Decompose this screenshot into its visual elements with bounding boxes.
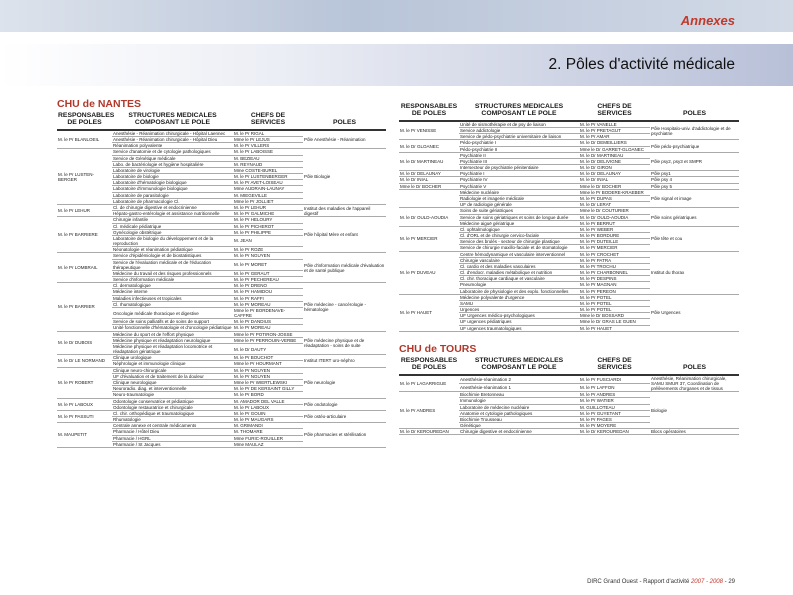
col-chefs: CHEFS DE SERVICES	[597, 103, 632, 118]
chef-cell: M. le Pr DANDIUS	[234, 319, 272, 325]
tours-title: CHU de TOURS	[399, 342, 477, 355]
structure-cell: UF d'évaluation et de traitement de la douleur	[113, 373, 204, 379]
chef-cell: M. le Pr BOUCHOT	[234, 355, 274, 361]
structure-cell: Centrale annexe et centrale médicaments	[113, 423, 197, 429]
chef-cell: M. le Pr MAUGARS	[234, 417, 274, 423]
responsable-cell: M. le Dr MARTINEAU	[400, 158, 444, 164]
structure-cell: Cl. de chirurgie digestive et endocrinienne	[113, 205, 197, 210]
structure-cell: Cl. médicale pédiatrique	[113, 223, 162, 229]
col-poles: POLES	[682, 110, 707, 118]
pole-cell: Institut des maladies de l'appareil digestif	[304, 205, 371, 216]
chef-cell: M. le Pr PICHEROT	[234, 223, 275, 229]
structure-cell: Service de soins palliatifs et de soins de support	[113, 319, 210, 325]
structure-cell: Laboratoire de pharmacologie Cl.	[113, 198, 180, 204]
chef-cell: M. THOMARE	[234, 429, 263, 435]
chef-cell: Mme AUDRAIN-LAUNAY	[234, 186, 285, 192]
structure-cell: Centre hémodynamique et vasculaire interventionnel	[460, 251, 566, 257]
responsable-cell: M. le Pr LUSTEN-BERGER	[58, 171, 95, 182]
pole-cell: Institut ITERT uro-néphro	[304, 358, 355, 364]
pole-cell: Pôle Biologie	[304, 174, 331, 180]
chef-cell: M. le Pr BERRUT	[580, 220, 616, 226]
structure-cell: Service des brulés - secteur de chirurgie plastique	[460, 239, 560, 245]
col-poles: POLES	[332, 119, 357, 127]
chef-cell: M. le Pr GUYETANT	[580, 410, 621, 416]
nantes-cont-table	[399, 103, 739, 332]
structure-cell: Chirurgie digestive et endocrinienne	[460, 429, 532, 435]
chef-cell: Mme le Dr COUTURIER	[580, 208, 629, 214]
chef-cell: M. le Pr DUTEILLE	[580, 239, 619, 245]
structure-cell: Médecine du sport et de l'effort physique	[113, 331, 194, 337]
chef-cell: Mme le Pr LEJUS	[234, 137, 270, 143]
structure-cell: Cl. rhumatologique	[113, 301, 151, 307]
table-row	[57, 130, 386, 137]
structure-cell: Intersecteur de psychiatrie pénitentiaire	[460, 165, 539, 171]
responsable-cell: M. le Dr KEROUREDAN	[400, 429, 449, 435]
chef-cell: M. le Pr DESPINS	[580, 276, 617, 282]
table-row	[399, 121, 739, 128]
chef-cell: M. le Pr POTEL	[580, 294, 612, 300]
chef-cell: Mme COSTE-BUREL	[234, 167, 278, 173]
chef-cell: M. le Pr PECHEREAU	[234, 277, 279, 283]
structure-cell: Laboratoire de médecine nucléaire	[460, 404, 530, 410]
chef-cell: M. le Pr RIGAL	[234, 130, 265, 136]
responsable-cell: M. le Pr DUVEAU	[400, 270, 436, 276]
pole-cell: Blocs opératoires	[651, 429, 686, 435]
structure-cell: Service de l'évaluation médicale et de l'éducation thérapeutique	[113, 259, 212, 270]
responsable-cell: M. le Pr MERCIER	[400, 236, 438, 242]
pole-cell: Pôle psy1	[651, 171, 671, 177]
responsable-cell: M. le Pr BARRIER	[58, 304, 95, 310]
structure-cell: Médecine interne	[113, 289, 148, 295]
table-row	[399, 429, 739, 435]
structure-cell: Service de pédo-psychiatrie universitaire de liaison	[460, 134, 562, 140]
chef-cell: M. le Pr RAFFI	[234, 295, 264, 301]
responsable-cell: M. le Dr LE NORMAND	[58, 358, 106, 364]
chef-cell: M. le Pr HAMIDOU	[234, 289, 273, 295]
pole-cell: Pôle psy 4	[651, 177, 673, 183]
responsable-cell	[399, 189, 459, 208]
pole-cell: Pôle Anesthésie - Réanimation	[304, 137, 366, 143]
structure-cell: Réanimation polyvalente	[113, 143, 163, 149]
structure-cell: Labo. de bactériologie et hygiène hospitalière	[113, 161, 204, 167]
chef-cell: M. le Pr VILLERS	[234, 143, 270, 149]
structure-cell: Cl. d'ORL et de chirurgie cervico-faciale	[460, 233, 539, 239]
structure-cell: Service de soins gériatriques et soins de longue durée	[460, 214, 569, 220]
structure-cell: Laboratoire d'immunologie biologique	[113, 186, 188, 192]
chef-cell: M. le Pr PRETAGUT	[580, 128, 621, 134]
structure-cell: Laboratoire d'hématologie biologique	[113, 180, 187, 186]
structure-cell: Psychiatrie IV	[460, 177, 488, 183]
chef-cell: Mme FURIC-ROUILLER	[234, 435, 284, 441]
structure-cell: Pédo-psychiatrie I	[460, 140, 497, 146]
chef-cell: M. le Dr DEMEILLIERS	[580, 140, 627, 146]
responsable-cell: M. le Dr GLOANEC	[400, 143, 440, 149]
chef-cell: M. le Dr DAUTY	[234, 346, 267, 352]
chef-cell: M. le Dr INIAL	[580, 177, 609, 183]
chef-cell: M. le Pr GALMICHE	[234, 211, 275, 217]
responsable-cell: M. le Dr DUBOIS	[58, 340, 93, 346]
structure-cell: Hépato-gastro-entérologie et assistance nutritionnelle	[113, 211, 220, 217]
chef-cell: M. le Pr VANELLE	[580, 121, 617, 127]
structure-cell: Service d'anatomie et de cytologie pathologiques	[113, 149, 211, 155]
structure-cell: Médecine du travail et des risques professionnels	[113, 270, 212, 276]
footer	[587, 579, 735, 585]
chef-cell: M. le Pr ANDRES	[580, 392, 616, 398]
structure-cell: Anatomie et cytologie pathologiques	[460, 410, 533, 416]
structure-cell: Néphrologie et immunologie clinique	[113, 361, 186, 367]
structure-cell: Laboratoire de virologie	[113, 167, 161, 173]
chef-cell: M. le Pr PHILIPPE	[234, 229, 272, 235]
chef-cell: M. le Pr LABOISSE	[234, 149, 274, 155]
structure-cell: Odontologie restauratrice et chirurgicale	[113, 404, 193, 410]
structure-cell: Cl. cardio et des maladies vasculaires	[460, 263, 536, 269]
responsable-cell: M. le Pr ROBERT	[58, 379, 94, 385]
chef-cell: M. le Pr POTEL	[580, 300, 612, 306]
pole-cell: Pôle Urgences	[651, 310, 681, 316]
pole-cell: Pôle tête et cou	[651, 236, 683, 242]
structure-cell: Service addictologie	[460, 128, 501, 134]
chef-cell: M. le Pr DRENO	[234, 283, 268, 289]
chef-cell: M. le Pr PEREON	[580, 288, 616, 294]
structure-cell: Oncologie médicale thoracique et digestive	[113, 310, 199, 316]
pole-cell: Pôle d'information médicale d'évaluation et de santé publique	[304, 262, 385, 273]
structure-cell: SAMU	[460, 300, 474, 306]
pole-cell: Pôle soins gériatriques	[651, 214, 697, 220]
chef-cell: M. le Pr BORD	[234, 392, 264, 398]
chef-cell: M. REYNAUD	[234, 161, 263, 167]
footer-text: DIRC Grand Ouest - Rapport d'activité	[587, 579, 691, 585]
footer-years: 2007 - 2008	[690, 579, 723, 585]
chef-cell: M. le Pr BORDURE	[580, 233, 620, 239]
structure-cell: Médecine aiguë gériatrique	[460, 220, 515, 226]
footer-page: - 29	[722, 579, 735, 585]
structure-cell: Anesthésie - Réanimation chirurgicale - Hôpital Laennec	[113, 130, 226, 136]
page-title: 2. Pôles d'activité médicale	[548, 56, 735, 73]
chef-cell: M. le Pr AVET-LOISEAU	[234, 180, 283, 186]
structure-cell: Cl. chir. thoracique cardiaque et vasculaire	[460, 276, 545, 282]
structure-cell: Gynécologie obstétrique	[113, 229, 162, 235]
chef-cell: M. le Pr NGUYEN	[234, 373, 271, 379]
structure-cell: Service d'information médicale	[113, 277, 175, 283]
structure-cell: Psychiatrie II	[460, 152, 486, 158]
structure-cell: Génétique	[460, 423, 481, 429]
nantes-table	[57, 112, 386, 448]
responsable-cell: Mme le Dr BOCHER	[400, 183, 442, 189]
structure-cell: Psychiatrie I	[460, 171, 485, 177]
structure-cell: Médecine physique et réadaptation neurologique	[113, 337, 211, 343]
structure-cell: Biochimie Bretonneau	[460, 392, 505, 398]
structure-cell: Pharmacie / HGRL	[113, 435, 151, 441]
pole-cell: Pôle ostéo-articulaire	[304, 413, 347, 419]
structure-cell: Cl. chir. orthopédique et traumatologique	[113, 410, 195, 416]
chef-cell: Mme le Pr BODERE-KRAEBER	[580, 189, 644, 195]
structure-cell: Pharmacie / St Jacques	[113, 441, 161, 447]
chef-cell: M. le Pr LEHUR	[234, 205, 267, 210]
chef-cell: M. le Pr WEBER	[580, 226, 614, 232]
col-structures: STRUCTURES MEDICALES COMPOSANT LE POLE	[474, 103, 564, 118]
tours-table	[399, 357, 739, 436]
structure-cell: Service d'épidémiologie et de biostatistiques	[113, 253, 202, 259]
structure-cell: Médecine polyvalente d'urgence	[460, 294, 525, 300]
pole-cell: Pôle psy 5	[651, 183, 673, 189]
structure-cell: Cl. d'endocr. maladies métabolique et nutrition	[460, 270, 553, 276]
pole-cell: Pôle médecine physique et de réadaptation - soins de suite	[304, 337, 365, 348]
chef-cell: M. le Pr NGUYEN	[234, 367, 271, 373]
top-band	[0, 0, 793, 32]
structure-cell: Neuroradio. diag. et interventionnelle	[113, 386, 187, 392]
pole-cell: Pôle signal et image	[651, 196, 692, 201]
col-chefs: CHEFS DE SERVICES	[250, 112, 286, 127]
chef-cell: M. le Dr DELIVIGNE	[580, 158, 622, 164]
responsable-cell: M. MAUPETIT	[58, 432, 87, 438]
chef-cell: M. le Pr HELOURY	[234, 217, 273, 223]
chef-cell: M. JEAN	[234, 238, 252, 244]
col-poles: POLES	[682, 364, 707, 372]
chef-cell: Mme le Dr GARRET-GLOANEC	[580, 146, 645, 152]
responsable-cell: M. le Pr BLANLOEIL	[58, 137, 100, 143]
chef-cell: M. le Pr LAFFON	[580, 385, 615, 391]
chef-cell: M. le Pr AMAR	[580, 134, 610, 140]
responsable-cell: M. le Pr BARRIERE	[58, 232, 98, 238]
table-row	[399, 375, 739, 384]
structure-cell: Unité fonctionnelle d'hématologie et d'oncologie pédiatrique	[113, 325, 232, 331]
structure-cell: Médecine nucléaire	[460, 189, 500, 195]
chef-cell: M. le Pr CROCHET	[580, 251, 620, 257]
structure-cell: Unité de sismothérapie et de psy de liaison	[460, 121, 546, 127]
chef-cell: Mme le Pr JOLLIET	[234, 198, 274, 204]
responsable-cell: M. le Dr INIAL	[400, 177, 429, 183]
chef-cell: Mme le Dr GRAS LE GUEN	[580, 319, 636, 325]
structure-cell: Soins de suite gériatriques	[460, 208, 514, 214]
pole-cell: Biologie	[651, 407, 668, 413]
structure-cell: Chirurgie infantile	[113, 217, 149, 223]
structure-cell: UF urgences pédiatriques	[460, 319, 512, 325]
col-responsables: RESPONSABLES DE POLES	[400, 356, 458, 372]
chef-cell: M. le Pr CHARBONNEL	[580, 270, 629, 276]
chef-cell: M. le Pr DE KERSAINT GILLY	[234, 386, 295, 392]
structure-cell: Pédo-psychiatrie II	[460, 146, 498, 152]
chef-cell: M. le Dr DELAUNAY	[580, 171, 621, 177]
responsable-cell: M. le Pr VENISSE	[400, 128, 437, 134]
structure-cell: Service de chirurgie maxillo-faciale et de stomatologie	[460, 245, 568, 251]
chef-cell: M. le Pr PAGES	[580, 416, 612, 422]
chef-cell: Mme le Dr BOSSARD	[580, 313, 625, 319]
chef-cell: M. le Pr LUSTENBERGER	[234, 174, 288, 180]
structure-cell: Laboratoire de parasitologie	[113, 192, 169, 198]
structure-cell: Anesthésie-réanimation 2	[460, 376, 512, 382]
chef-cell: M. le Pr HAUET	[580, 325, 613, 331]
structure-cell: Chirurgie vasculaire	[460, 257, 500, 263]
chef-cell: M. le Pr POTEL	[580, 307, 612, 313]
structure-cell: UF Urgences médico-psychologiques	[460, 313, 535, 319]
pole-cell: Pôle psy2, psy3 et SMPR	[651, 158, 703, 164]
responsable-cell: M. le Pr LOMBRAIL	[58, 265, 98, 271]
chef-cell: M. le Pr WATIER	[580, 398, 614, 404]
structure-cell: Maladies infectieuses et tropicales	[113, 295, 182, 301]
chef-cell: M. le Dr LERAT	[580, 202, 612, 208]
structure-cell: Clinique neuro-chirurgicale	[113, 367, 167, 373]
chef-cell: M. MIEGEVILLE	[234, 192, 268, 198]
chef-cell: Mme le Pr PERROUIN-VERBE	[234, 337, 297, 343]
chef-cell: Mme le Pr WIERTLEWSKI	[234, 379, 288, 385]
chef-cell: Mme MAULAZ	[234, 441, 264, 447]
chef-cell: M. le Dr OULD-AOUDIA	[580, 214, 629, 220]
responsable-cell: M. le Pr LABOUX	[58, 401, 94, 407]
pole-cell: Institut du thorax	[651, 270, 685, 276]
structure-cell: Anesthésie-réanimation 1	[460, 385, 512, 391]
chef-cell: M. le Pr MOYERE	[580, 423, 617, 429]
chef-cell: M. le Pr MAGNAN	[580, 282, 617, 288]
chef-cell: M. le Pr NGUYEN	[234, 253, 271, 259]
responsable-cell: M. le Pr HAUET	[400, 310, 433, 316]
left-column	[57, 98, 386, 448]
structure-cell: Odontologie conservatrice et pédiatrique	[113, 398, 194, 404]
chef-cell: M. le Dr MARTINEAU	[580, 152, 624, 158]
col-structures: STRUCTURES MEDICALES COMPOSANT LE POLE	[474, 356, 564, 372]
structure-cell: Pneumologie	[460, 282, 487, 288]
structure-cell: Rhumatologie	[113, 417, 141, 423]
nantes-title: CHU de NANTES	[57, 98, 142, 110]
responsable-cell: M. le Pr PASSUTI	[58, 413, 94, 419]
chef-cell: M. le Pr TROCHU	[580, 263, 616, 269]
pole-cell: Pôle ondotologie	[304, 401, 338, 407]
col-responsables: RESPONSABLES DE POLES	[400, 103, 458, 118]
responsable-cell: M. le Dr DELAUNAY	[400, 171, 441, 177]
responsable-cell: M. le Pr LEHUR	[58, 208, 91, 214]
structure-cell: Laboratoire de physiologie et des explo. fonctionnelles	[460, 288, 569, 294]
structure-cell: Immunologie	[460, 398, 486, 404]
chef-cell: M. le Pr MOREAU	[234, 325, 271, 331]
col-structures: STRUCTURES MEDICALES COMPOSANT LE POLE	[128, 112, 217, 127]
structure-cell: Néonatologie et réanimation pédiatrique	[113, 247, 193, 253]
right-column	[399, 103, 739, 435]
responsable-cell: M. le Pr LAGARRIGUE	[400, 380, 447, 386]
structure-cell: Cl. ophtalmologique	[460, 226, 500, 232]
chef-cell: Mme le Dr BOCHER	[580, 183, 622, 189]
pole-cell: Pôle pharmacies et stérilisation	[304, 432, 367, 438]
structure-cell: Psychiatrie V	[460, 183, 487, 189]
chef-cell: Mme le Pr HOURMANT	[234, 361, 282, 367]
chef-cell: M. le Dr KEROUREDAN	[580, 429, 629, 435]
chef-cell: Mme le Pr POTIRON-JOSSE	[234, 331, 293, 337]
chef-cell: M. le Pr MERCIER	[580, 245, 618, 251]
chef-cell: M. BEZIEAU	[234, 155, 260, 161]
structure-cell: Anesthésie - Réanimation chirurgicale - Hôpital Dieu	[113, 137, 218, 143]
structure-cell: UF de radiologie générale	[460, 202, 512, 208]
section-label: Annexes	[680, 13, 735, 28]
chef-cell: M. le Dr GIRON	[580, 165, 612, 171]
pole-cell: Pôle médecine - cancérologie - hématologie	[304, 301, 367, 312]
pole-cell: Pôle neurologie	[304, 379, 336, 385]
pole-cell: Pôle pédo-psychiatrique	[651, 143, 700, 149]
chef-cell: M. le Pr GOUIN	[234, 410, 266, 416]
structure-cell: Pharmacie / Hôtel Dieu	[113, 429, 160, 435]
chef-cell: M. AMADOR DEL VALLE	[234, 398, 285, 404]
chef-cell: M. le Pr MORET	[234, 262, 268, 268]
structure-cell: Laboratoire de biologie du développement et de la reproduction	[113, 235, 214, 247]
pole-cell: Anesthésie, Réanimation chirurgicale, SAMU SMUR 37, Coordination de prélèvements d'organes et de tissus	[651, 375, 727, 392]
chef-cell: Mme le Pr BORDENAVE-CAFFRE	[234, 307, 286, 319]
pole-cell: Pôle hôpital Mère et enfant	[304, 232, 358, 238]
structure-cell: Biochimie Trousseau	[460, 416, 502, 422]
chef-cell: M. le Pr MOREAU	[234, 301, 271, 307]
responsable-cell: M. le Pr ANDRES	[400, 407, 436, 413]
structure-cell: Psychiatrie III	[460, 158, 488, 164]
chef-cell: M. le Pr PATRA	[580, 257, 612, 263]
structure-cell: Clinique urologique	[113, 355, 152, 361]
structure-cell: Laboratoire de biologie	[113, 174, 159, 180]
structure-cell: Neuro-traumatologie	[113, 392, 155, 398]
structure-cell: Clinique neurologique	[113, 379, 157, 385]
col-chefs: CHEFS DE SERVICES	[597, 356, 632, 372]
structure-cell: Radiologie et imagerie médicale	[460, 196, 525, 201]
chef-cell: M. GRIMANDI	[234, 423, 263, 429]
pole-cell: Pôle Hospitalo-univ. d'addictologie et de psychiatrie	[651, 125, 731, 136]
structure-cell: Médecine physique et réadaptation locomotrice et réadaptation gériatrique	[113, 343, 213, 355]
structure-cell: Cl. dermatologique	[113, 283, 151, 289]
chef-cell: M. le Pr FUSCIARDI	[580, 376, 622, 382]
col-responsables: RESPONSABLES DE POLES	[58, 112, 115, 127]
structure-cell: Service de Génétique médicale	[113, 155, 176, 161]
chef-cell: M. GUILLOTEAU	[580, 404, 615, 410]
chef-cell: M. le Pr DUPAS	[580, 196, 612, 201]
responsable-cell: M. le Dr OULD-AOUDIA	[400, 214, 449, 220]
chef-cell: M. le Pr GERAUT	[234, 270, 270, 276]
chef-cell: M. le Pr LABOUX	[234, 404, 270, 410]
chef-cell: M. le Pr ROZE	[234, 247, 264, 253]
structure-cell: UF urgences traumatologiques	[460, 325, 522, 331]
structure-cell: Urgences	[460, 307, 480, 313]
